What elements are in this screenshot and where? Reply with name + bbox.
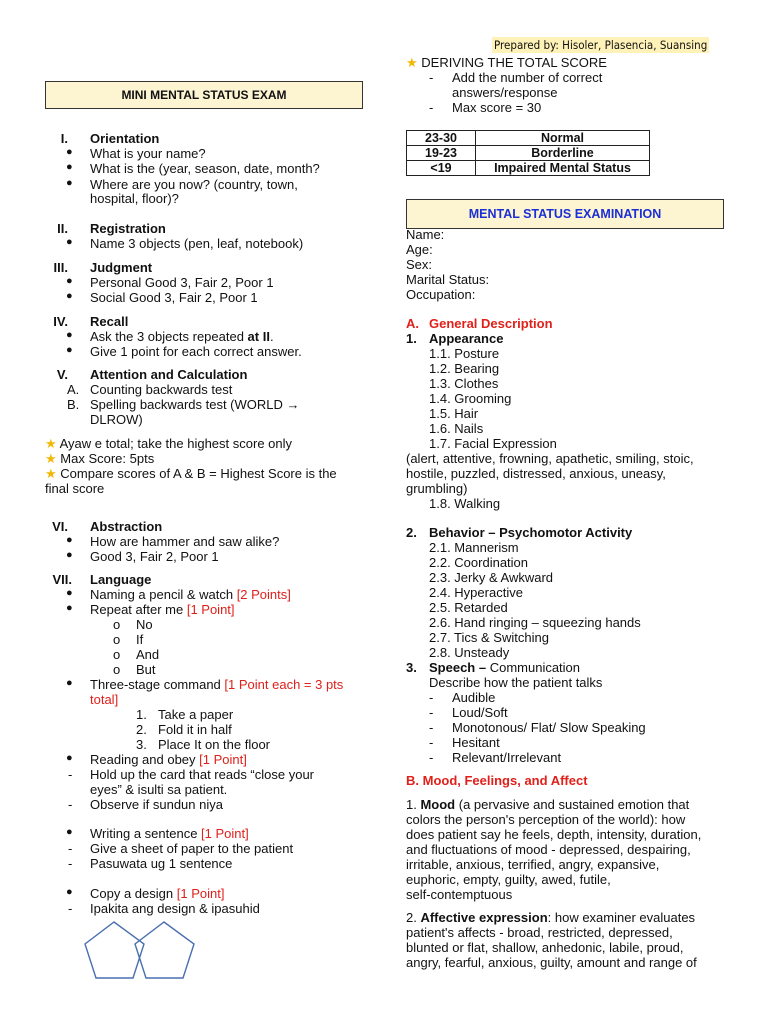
step-number: 3. (136, 737, 147, 752)
score-label: Borderline (476, 146, 650, 161)
list-item: Copy a design [1 Point] (90, 886, 225, 901)
dash-item: Audible (452, 690, 496, 705)
dash-item: Monotonous/ Flat/ Slow Speaking (452, 720, 646, 735)
field-sex: Sex: (406, 257, 433, 272)
field-occupation: Occupation: (406, 287, 476, 302)
mood-paragraph-line: euphoric, empty, guilty, awed, futile, (406, 872, 611, 887)
list-letter: A. (67, 382, 80, 397)
list-item: Spelling backwards test (WORLD → (90, 397, 300, 412)
bullet-icon: ● (66, 534, 73, 546)
item-number: 1. (406, 331, 417, 346)
bullet-icon: ● (66, 177, 73, 189)
sub-marker: o (113, 632, 121, 647)
section-title-orientation: Orientation (90, 131, 160, 146)
dash-icon: - (68, 797, 73, 812)
field-age: Age: (406, 242, 433, 257)
star-icon: ★ (45, 436, 57, 451)
sub-item: But (136, 662, 156, 677)
dash-item: Pasuwata ug 1 sentence (90, 856, 233, 871)
section-number: IV. (53, 314, 68, 329)
mood-paragraph-line: 1. Mood (a pervasive and sustained emotion that (406, 797, 690, 812)
list-item-continued: DLROW) (90, 412, 143, 427)
score-range: <19 (407, 161, 476, 176)
section-letter: A. (406, 316, 419, 331)
list-item: What is the (year, season, date, month? (90, 161, 320, 176)
subsection-title-behavior: Behavior – Psychomotor Activity (429, 525, 633, 540)
dash-item: Relevant/Irrelevant (452, 750, 562, 765)
list-item: Counting backwards test (90, 382, 233, 397)
sub-marker: o (113, 662, 121, 677)
bullet-icon: ● (66, 549, 73, 561)
list-item: Where are you now? (country, town, (90, 177, 298, 192)
dash-icon: - (429, 735, 434, 750)
dash-item: Max score = 30 (452, 100, 542, 115)
item-number: 2. (406, 525, 417, 540)
mse-title-box (406, 199, 724, 229)
list-item: 1.3. Clothes (429, 376, 499, 391)
note-line-continued: final score (45, 481, 105, 496)
dash-icon: - (68, 841, 73, 856)
expression-text: grumbling) (406, 481, 468, 496)
subsection-title-speech: Speech – Communication (429, 660, 581, 675)
list-item: 1.7. Facial Expression (429, 436, 557, 451)
dash-item: Hold up the card that reads “close your (90, 767, 315, 782)
section-number: V. (56, 367, 68, 382)
list-item: 1.8. Walking (429, 496, 501, 511)
table-row (407, 161, 650, 176)
prepared-by: Prepared by: Hisoler, Plasencia, Suansing (494, 38, 708, 52)
list-item: Naming a pencil & watch [2 Points] (90, 587, 291, 602)
list-item: 2.7. Tics & Switching (429, 630, 549, 645)
section-title-attention: Attention and Calculation (90, 367, 248, 382)
list-item: 1.2. Bearing (429, 361, 500, 376)
step-text: Take a paper (158, 707, 234, 722)
bullet-icon: ● (66, 587, 73, 599)
bullet-icon: ● (66, 886, 73, 898)
dash-item: Give a sheet of paper to the patient (90, 841, 294, 856)
list-item: Personal Good 3, Fair 2, Poor 1 (90, 275, 274, 290)
mood-paragraph-line: does patient say he feels, depth, intensity, duration, (406, 827, 702, 842)
list-item: 2.6. Hand ringing – squeezing hands (429, 615, 641, 630)
section-title-mood: B. Mood, Feelings, and Affect (406, 773, 588, 788)
sub-item: And (136, 647, 160, 662)
star-icon: ★ (45, 451, 57, 466)
section-number: III. (53, 260, 68, 275)
list-letter: B. (67, 397, 80, 412)
step-number: 2. (136, 722, 147, 737)
list-item: Reading and obey [1 Point] (90, 752, 247, 767)
section-title-general: General Description (429, 316, 553, 331)
dash-icon: - (429, 690, 434, 705)
mse-title: MENTAL STATUS EXAMINATION (468, 207, 662, 221)
list-item: Good 3, Fair 2, Poor 1 (90, 549, 219, 564)
dash-icon: - (429, 100, 434, 115)
note-line: ★ Ayaw e total; take the highest score only (45, 436, 293, 451)
table-row (407, 131, 650, 146)
bullet-icon: ● (66, 161, 73, 173)
section-title-judgment: Judgment (90, 260, 153, 275)
item-number: 3. (406, 660, 417, 675)
step-text: Place It on the floor (158, 737, 271, 752)
star-icon: ★ (45, 466, 57, 481)
list-item: 2.1. Mannerism (429, 540, 519, 555)
dash-item-continued: eyes” & isulti sa patient. (90, 782, 228, 797)
section-title-registration: Registration (90, 221, 166, 236)
sub-item: If (136, 632, 144, 647)
list-item: 1.4. Grooming (429, 391, 512, 406)
dash-item: Observe if sundun niya (90, 797, 223, 812)
pentagons-design-icon (80, 918, 200, 982)
list-item: Writing a sentence [1 Point] (90, 826, 249, 841)
mmse-title: MINI MENTAL STATUS EXAM (121, 88, 287, 102)
mood-paragraph-line: self-contemptuous (406, 887, 513, 902)
affect-paragraph-line: patient's affects - broad, restricted, depressed, (406, 925, 673, 940)
bullet-icon: ● (66, 677, 73, 689)
dash-item-continued: answers/response (452, 85, 558, 100)
bullet-icon: ● (66, 236, 73, 248)
list-item-continued: total] (90, 692, 119, 707)
score-range: 23-30 (407, 131, 476, 146)
list-item: 2.8. Unsteady (429, 645, 510, 660)
note-line: ★ Compare scores of A & B = Highest Score is the (45, 466, 337, 481)
list-item-continued: hospital, floor)? (90, 191, 179, 206)
score-label: Impaired Mental Status (476, 161, 650, 176)
step-text: Fold it in half (158, 722, 232, 737)
sub-item: No (136, 617, 153, 632)
affect-paragraph-line: angry, fearful, anxious, guilty, amount and range of (406, 955, 697, 970)
dash-icon: - (429, 720, 434, 735)
total-score-heading: ★ DERIVING THE TOTAL SCORE (406, 55, 607, 70)
bullet-icon: ● (66, 290, 73, 302)
bullet-icon: ● (66, 602, 73, 614)
mood-paragraph-line: and fluctuations of mood - depressed, despairing, (406, 842, 691, 857)
list-item: Three-stage command [1 Point each = 3 pts (90, 677, 344, 692)
section-number: II. (57, 221, 68, 236)
section-number: VI. (52, 519, 68, 534)
list-item: What is your name? (90, 146, 206, 161)
dash-item: Hesitant (452, 735, 500, 750)
step-number: 1. (136, 707, 147, 722)
mood-paragraph-line: colors the person's perception of the world): how (406, 812, 686, 827)
score-table (406, 130, 650, 176)
section-number: I. (60, 131, 68, 146)
bullet-icon: ● (66, 329, 73, 341)
sub-marker: o (113, 647, 121, 662)
affect-paragraph-line: 2. Affective expression: how examiner evaluates (406, 910, 696, 925)
affect-paragraph-line: blunted or flat, shallow, anhedonic, labile, proud, (406, 940, 684, 955)
dash-icon: - (429, 705, 434, 720)
speech-description: Describe how the patient talks (429, 675, 603, 690)
list-item: 1.6. Nails (429, 421, 484, 436)
sub-marker: o (113, 617, 121, 632)
expression-text: hostile, puzzled, distressed, anxious, uneasy, (406, 466, 666, 481)
field-name: Name: (406, 227, 445, 242)
section-number: VII. (52, 572, 72, 587)
list-item: Repeat after me [1 Point] (90, 602, 235, 617)
score-range: 19-23 (407, 146, 476, 161)
dash-icon: - (68, 856, 73, 871)
dash-item: Ipakita ang design & ipasuhid (90, 901, 260, 916)
mood-paragraph-line: irritable, anxious, terrified, angry, expansive, (406, 857, 660, 872)
dash-icon: - (68, 901, 73, 916)
list-item: Social Good 3, Fair 2, Poor 1 (90, 290, 258, 305)
list-item: Ask the 3 objects repeated at II. (90, 329, 274, 344)
list-item: Give 1 point for each correct answer. (90, 344, 302, 359)
list-item: 2.5. Retarded (429, 600, 508, 615)
note-line: ★ Max Score: 5pts (45, 451, 155, 466)
star-icon: ★ (406, 55, 418, 70)
section-title-language: Language (90, 572, 152, 587)
section-title-recall: Recall (90, 314, 129, 329)
list-item: 1.1. Posture (429, 346, 500, 361)
expression-text: (alert, attentive, frowning, apathetic, smiling, stoic, (406, 451, 694, 466)
list-item: 1.5. Hair (429, 406, 479, 421)
dash-item: Loud/Soft (452, 705, 508, 720)
dash-icon: - (68, 767, 73, 782)
dash-icon: - (429, 750, 434, 765)
field-marital-status: Marital Status: (406, 272, 490, 287)
bullet-icon: ● (66, 146, 73, 158)
table-row (407, 146, 650, 161)
dash-item: Add the number of correct (452, 70, 603, 85)
bullet-icon: ● (66, 344, 73, 356)
subsection-title-appearance: Appearance (429, 331, 504, 346)
list-item: Name 3 objects (pen, leaf, notebook) (90, 236, 304, 251)
list-item: How are hammer and saw alike? (90, 534, 280, 549)
dash-icon: - (429, 70, 434, 85)
list-item: 2.3. Jerky & Awkward (429, 570, 554, 585)
score-label: Normal (476, 131, 650, 146)
bullet-icon: ● (66, 826, 73, 838)
list-item: 2.4. Hyperactive (429, 585, 523, 600)
bullet-icon: ● (66, 275, 73, 287)
section-title-abstraction: Abstraction (90, 519, 163, 534)
bullet-icon: ● (66, 752, 73, 764)
list-item: 2.2. Coordination (429, 555, 529, 570)
mmse-title-box (45, 81, 363, 109)
